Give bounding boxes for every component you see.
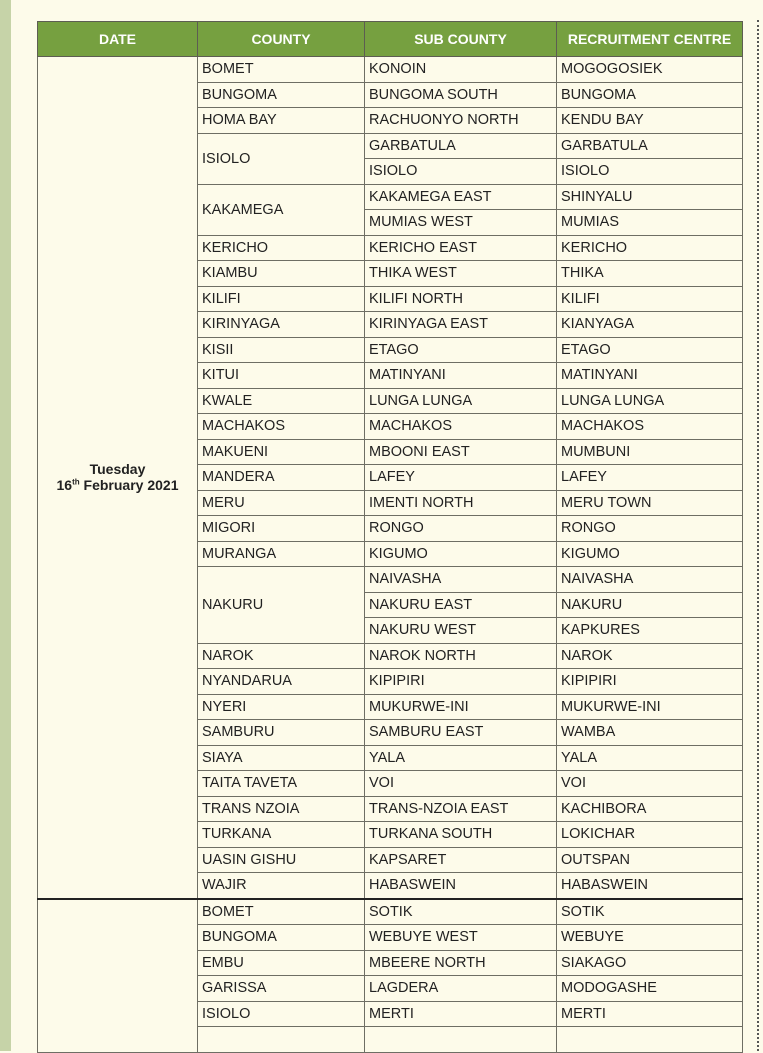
recruitment-centre-cell: LOKICHAR: [557, 822, 743, 848]
recruitment-centre-cell: KILIFI: [557, 286, 743, 312]
recruitment-centre-cell: VOI: [557, 771, 743, 797]
county-cell: HOMA BAY: [198, 108, 365, 134]
recruitment-centre-cell: LAFEY: [557, 465, 743, 491]
recruitment-centre-cell: MERTI: [557, 1001, 743, 1027]
sub-county-cell: MBOONI EAST: [365, 439, 557, 465]
recruitment-centre-cell: SOTIK: [557, 899, 743, 925]
recruitment-centre-cell: MATINYANI: [557, 363, 743, 389]
sub-county-cell: MUKURWE-INI: [365, 694, 557, 720]
sub-county-cell: NAIVASHA: [365, 567, 557, 593]
recruitment-centre-cell: GARBATULA: [557, 133, 743, 159]
table-row: [38, 57, 743, 83]
sub-county-cell: MATINYANI: [365, 363, 557, 389]
county-cell: MERU: [198, 490, 365, 516]
recruitment-centre-cell: KIPIPIRI: [557, 669, 743, 695]
sub-county-cell: SAMBURU EAST: [365, 720, 557, 746]
date-cell: [38, 57, 198, 899]
county-cell: BOMET: [198, 899, 365, 925]
recruitment-centre-cell: RONGO: [557, 516, 743, 542]
recruitment-schedule-table: [37, 21, 743, 1053]
sub-county-cell: LAFEY: [365, 465, 557, 491]
recruitment-centre-cell: MUKURWE-INI: [557, 694, 743, 720]
county-cell: MACHAKOS: [198, 414, 365, 440]
county-cell: WAJIR: [198, 873, 365, 899]
recruitment-centre-cell: YALA: [557, 745, 743, 771]
sub-county-cell: VOI: [365, 771, 557, 797]
sub-county-cell: HABASWEIN: [365, 873, 557, 899]
recruitment-centre-cell: SIAKAGO: [557, 950, 743, 976]
county-cell: ISIOLO: [198, 1001, 365, 1027]
county-cell: SAMBURU: [198, 720, 365, 746]
sub-county-cell: TURKANA SOUTH: [365, 822, 557, 848]
county-cell: KILIFI: [198, 286, 365, 312]
county-cell: NYANDARUA: [198, 669, 365, 695]
header-sub-county: SUB COUNTY: [365, 22, 557, 57]
recruitment-centre-cell: MODOGASHE: [557, 976, 743, 1002]
sub-county-cell: KIPIPIRI: [365, 669, 557, 695]
recruitment-centre-cell: HABASWEIN: [557, 873, 743, 899]
sub-county-cell: KAKAMEGA EAST: [365, 184, 557, 210]
sub-county-cell: GARBATULA: [365, 133, 557, 159]
recruitment-centre-cell: BUNGOMA: [557, 82, 743, 108]
county-cell: KITUI: [198, 363, 365, 389]
county-cell: TURKANA: [198, 822, 365, 848]
county-cell: TAITA TAVETA: [198, 771, 365, 797]
recruitment-centre-cell: MOGOGOSIEK: [557, 57, 743, 83]
county-cell: EMBU: [198, 950, 365, 976]
recruitment-centre-cell: KAPKURES: [557, 618, 743, 644]
sub-county-cell: TRANS-NZOIA EAST: [365, 796, 557, 822]
header-county: COUNTY: [198, 22, 365, 57]
county-cell: MANDERA: [198, 465, 365, 491]
sub-county-cell: ETAGO: [365, 337, 557, 363]
recruitment-centre-cell: NAIVASHA: [557, 567, 743, 593]
recruitment-centre-cell: LUNGA LUNGA: [557, 388, 743, 414]
recruitment-centre-cell: OUTSPAN: [557, 847, 743, 873]
recruitment-centre-cell: WAMBA: [557, 720, 743, 746]
sub-county-cell: KIRINYAGA EAST: [365, 312, 557, 338]
county-cell: [198, 1027, 365, 1053]
sub-county-cell: MACHAKOS: [365, 414, 557, 440]
recruitment-centre-cell: WEBUYE: [557, 925, 743, 951]
county-cell: UASIN GISHU: [198, 847, 365, 873]
page-margin-strip: [0, 0, 11, 1051]
county-cell: BUNGOMA: [198, 925, 365, 951]
county-cell: MIGORI: [198, 516, 365, 542]
sub-county-cell: NAKURU WEST: [365, 618, 557, 644]
county-cell: GARISSA: [198, 976, 365, 1002]
county-cell: BUNGOMA: [198, 82, 365, 108]
sub-county-cell: [365, 1027, 557, 1053]
recruitment-centre-cell: THIKA: [557, 261, 743, 287]
sub-county-cell: YALA: [365, 745, 557, 771]
recruitment-centre-cell: KIANYAGA: [557, 312, 743, 338]
sub-county-cell: MUMIAS WEST: [365, 210, 557, 236]
recruitment-centre-cell: MERU TOWN: [557, 490, 743, 516]
recruitment-centre-cell: SHINYALU: [557, 184, 743, 210]
sub-county-cell: NAROK NORTH: [365, 643, 557, 669]
sub-county-cell: KERICHO EAST: [365, 235, 557, 261]
county-cell: NAROK: [198, 643, 365, 669]
sub-county-cell: LAGDERA: [365, 976, 557, 1002]
recruitment-centre-cell: NAROK: [557, 643, 743, 669]
county-cell: NYERI: [198, 694, 365, 720]
county-cell: KISII: [198, 337, 365, 363]
county-cell: NAKURU: [198, 567, 365, 644]
recruitment-centre-cell: [557, 1027, 743, 1053]
county-cell: MURANGA: [198, 541, 365, 567]
county-cell: KIRINYAGA: [198, 312, 365, 338]
recruitment-centre-cell: NAKURU: [557, 592, 743, 618]
sub-county-cell: RACHUONYO NORTH: [365, 108, 557, 134]
county-cell: KAKAMEGA: [198, 184, 365, 235]
sub-county-cell: KILIFI NORTH: [365, 286, 557, 312]
sub-county-cell: MBEERE NORTH: [365, 950, 557, 976]
recruitment-centre-cell: KENDU BAY: [557, 108, 743, 134]
sub-county-cell: SOTIK: [365, 899, 557, 925]
recruitment-centre-cell: MUMIAS: [557, 210, 743, 236]
recruitment-centre-cell: MACHAKOS: [557, 414, 743, 440]
header-recruitment-centre: RECRUITMENT CENTRE: [557, 22, 743, 57]
county-cell: ISIOLO: [198, 133, 365, 184]
date-num: 16: [56, 477, 73, 494]
recruitment-centre-cell: KERICHO: [557, 235, 743, 261]
county-cell: MAKUENI: [198, 439, 365, 465]
date-day: Tuesday: [89, 461, 146, 478]
sub-county-cell: MERTI: [365, 1001, 557, 1027]
sub-county-cell: KONOIN: [365, 57, 557, 83]
date-month-year: February 2021: [83, 477, 179, 494]
dotted-divider: [757, 20, 759, 1051]
sub-county-cell: RONGO: [365, 516, 557, 542]
sub-county-cell: ISIOLO: [365, 159, 557, 185]
county-cell: KWALE: [198, 388, 365, 414]
recruitment-centre-cell: MUMBUNI: [557, 439, 743, 465]
county-cell: BOMET: [198, 57, 365, 83]
sub-county-cell: LUNGA LUNGA: [365, 388, 557, 414]
county-cell: KERICHO: [198, 235, 365, 261]
recruitment-centre-cell: KIGUMO: [557, 541, 743, 567]
county-cell: SIAYA: [198, 745, 365, 771]
recruitment-centre-cell: KACHIBORA: [557, 796, 743, 822]
date-suffix: th: [72, 477, 80, 487]
recruitment-centre-cell: ISIOLO: [557, 159, 743, 185]
sub-county-cell: NAKURU EAST: [365, 592, 557, 618]
sub-county-cell: WEBUYE WEST: [365, 925, 557, 951]
date-cell: [38, 899, 198, 1053]
county-cell: KIAMBU: [198, 261, 365, 287]
header-date: DATE: [38, 22, 198, 57]
sub-county-cell: THIKA WEST: [365, 261, 557, 287]
sub-county-cell: KAPSARET: [365, 847, 557, 873]
table-header-row: [38, 22, 743, 57]
table-row: [38, 899, 743, 925]
sub-county-cell: BUNGOMA SOUTH: [365, 82, 557, 108]
recruitment-centre-cell: ETAGO: [557, 337, 743, 363]
sub-county-cell: KIGUMO: [365, 541, 557, 567]
county-cell: TRANS NZOIA: [198, 796, 365, 822]
sub-county-cell: IMENTI NORTH: [365, 490, 557, 516]
